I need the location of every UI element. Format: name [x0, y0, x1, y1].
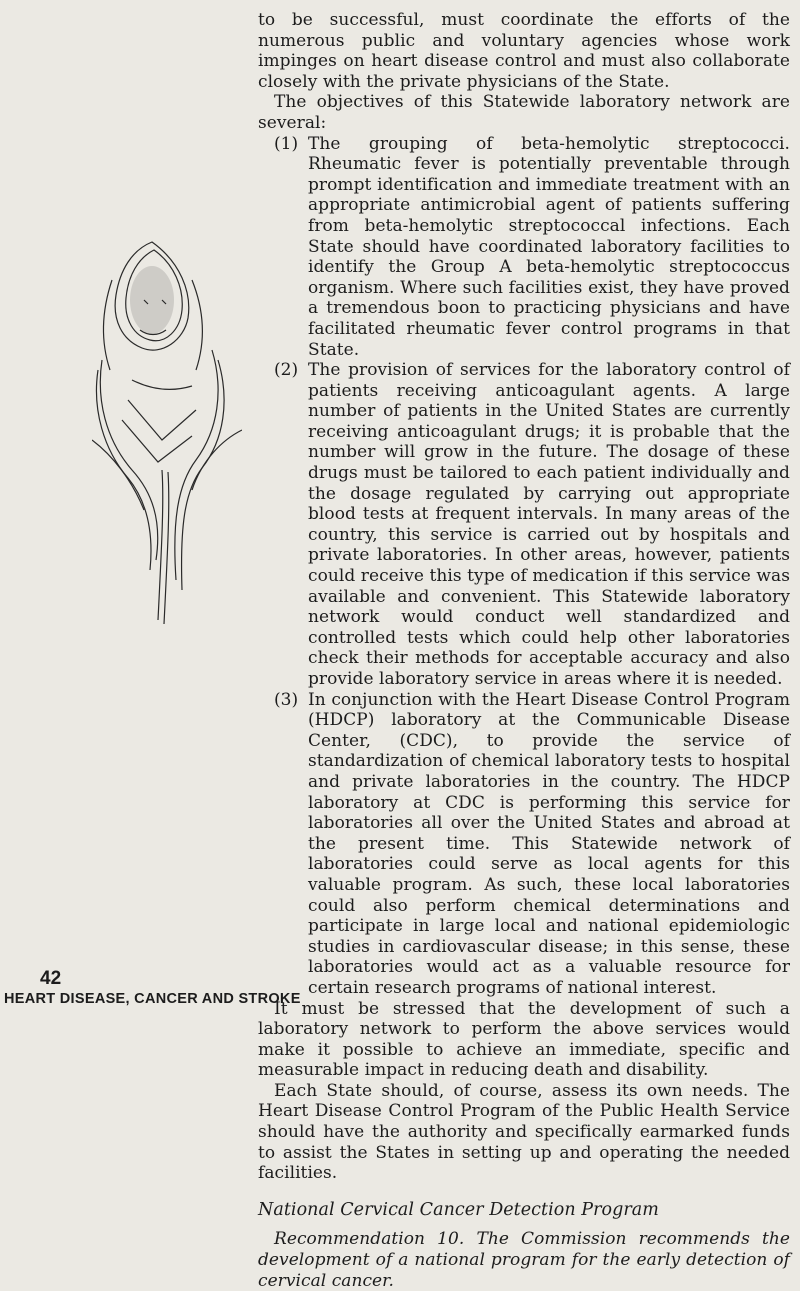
list-item-number: (1) — [274, 133, 299, 154]
recommendation-text: The Commission recommends the development of a national program for the early detection of cervical cancer. — [258, 1229, 790, 1291]
list-item-number: (3) — [274, 689, 299, 710]
list-item-number: (2) — [274, 360, 299, 381]
page-number: 42 — [40, 968, 62, 989]
each-state-paragraph: Each State should, of course, assess its own needs. The Heart Disease Control Program of the Public Health Service should have the authority and specifically earmarked funds to assist the States in setting up and operating the needed facilities. — [258, 1080, 790, 1184]
objectives-list — [258, 134, 790, 999]
body-text-column — [258, 10, 790, 1291]
list-item — [258, 134, 790, 361]
decorative-figure-illustration — [92, 240, 242, 630]
list-item-text: The provision of services for the laboratory control of patients receiving anticoagulant agents. A large number of patients in the United States are currently receiving anticoagulant drugs; it is probable that the number will grow in the future. The dosage of these drugs must be tailored to each patient individually and the dosage regulated by carrying out appropriate blood tests at frequent intervals. In many areas of the country, this service is carried out by hospitals and private laboratories. In other areas, however, patients could receive this type of medication if this service was available and convenient. This Statewide laboratory network would conduct well standardized and controlled tests which could help other laboratories check their methods for acceptable accuracy and also provide laboratory service in areas where it is needed. — [308, 360, 790, 689]
list-item — [258, 360, 790, 690]
recommendation-label: Recommendation 10. — [274, 1229, 465, 1250]
recommendation-paragraph — [258, 1229, 790, 1291]
list-item-text: The grouping of beta-hemolytic streptococci. Rheumatic fever is potentially preventable through prompt identification and immediate treatment with an appropriate antimicrobial agent of patients suffering from beta-hemolytic streptococcal infections. Each State should have coordinated laboratory facilities to identify the Group A beta-hemolytic streptococcus organism. Where such facilities exist, they have proved a tremendous boon to practicing physicians and have facilitated rheumatic fever control programs in that State. — [308, 133, 790, 360]
objectives-intro: The objectives of this Statewide laboratory network are several: — [258, 92, 790, 133]
list-item-text: In conjunction with the Heart Disease Control Program (HDCP) laboratory at the Communicable Disease Center, (CDC), to provide the service of standardization of chemical laboratory tests to hospital and private laboratories in the country. The HDCP laboratory at CDC is performing this service for laboratories all over the United States and abroad at the present time. This Statewide network of laboratories could serve as local agents for this valuable program. As such, these local laboratories could also perform chemical determinations and participate in large local and national epidemiologic studies in cardiovascular disease; in this sense, these laboratories would act as a valuable resource for certain research programs of national interest. — [308, 689, 790, 998]
intro-paragraph: to be successful, must coordinate the efforts of the numerous public and voluntary agencies whose work impinges on heart disease control and must also collaborate closely with the private physicians of the State. — [258, 10, 790, 92]
list-item — [258, 690, 790, 999]
section-heading: National Cervical Cancer Detection Program — [258, 1199, 659, 1220]
running-title: HEART DISEASE, CANCER AND STROKE — [4, 991, 301, 1007]
stress-paragraph: It must be stressed that the development of such a laboratory network to perform the above services would make it possible to achieve an immediate, specific and measurable impact in reducing death and disability. — [258, 998, 790, 1081]
